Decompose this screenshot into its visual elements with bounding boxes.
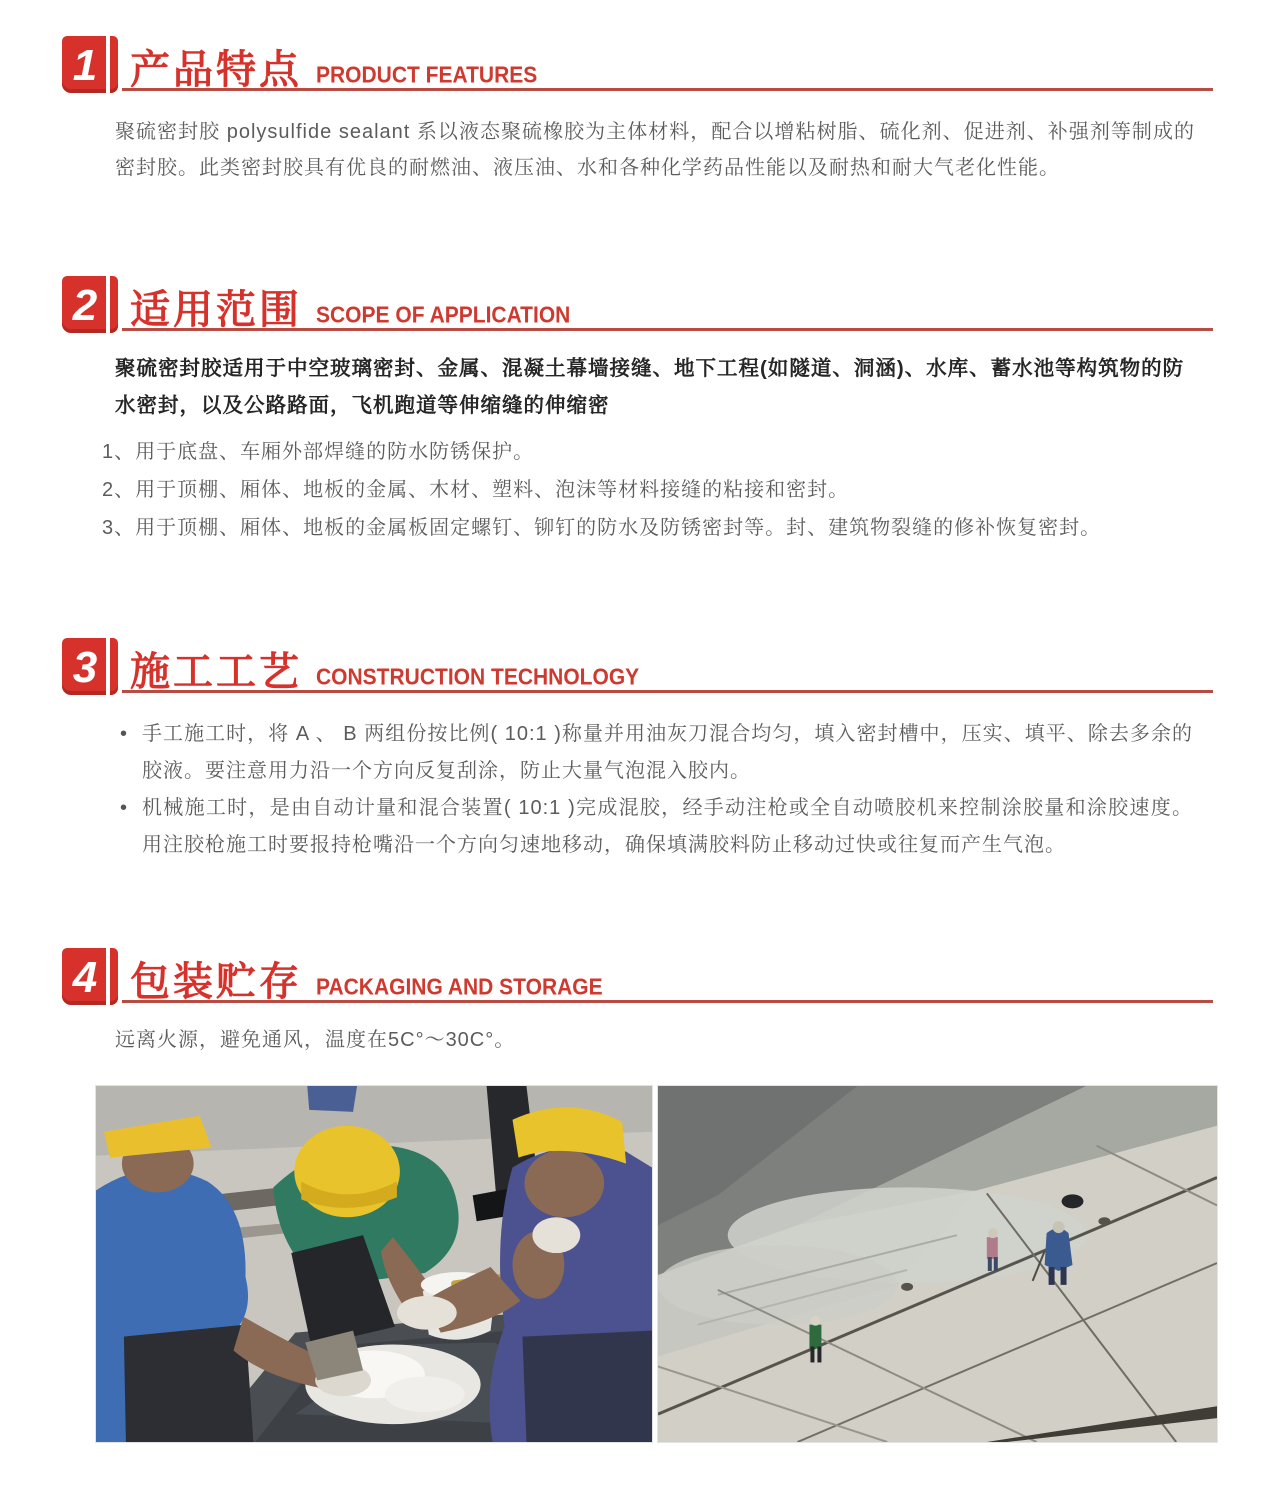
section-number-badge: [62, 638, 118, 695]
section-title-cn: 包装贮存: [130, 960, 302, 1004]
section-header: [62, 638, 1215, 696]
construction-bullet-list: [118, 716, 1193, 864]
section-product-features: [62, 36, 1215, 186]
section-number: 3: [72, 642, 98, 692]
photo-workers-applying-sealant: [95, 1085, 653, 1443]
list-item: 2、用于顶棚、厢体、地板的金属、木材、塑料、泡沫等材料接缝的粘接和密封。: [102, 479, 850, 501]
photo-row: [95, 1085, 1218, 1443]
bullet-item: • 机械施工时，是由自动计量和混合装置( 10:1 )完成混胶，经手动注枪或全自动喷胶机来控制涂胶量和涂胶速度。用注胶枪施工时要报持枪嘴沿一个方向匀速地移动，确保填满胶料防止移动过快或往复而产生气泡。: [118, 790, 1193, 864]
list-item: 3、用于顶棚、厢体、地板的金属板固定螺钉、铆钉的防水及防锈密封等。封、建筑物裂缝的修补恢复密封。: [102, 517, 1102, 539]
section-number: 2: [72, 280, 98, 330]
section-number-badge: [62, 948, 118, 1005]
section-paragraph: 远离火源，避免通风，温度在5C°～30C°。: [115, 1029, 516, 1051]
section-number-badge: [62, 36, 118, 93]
section-title-cn: 产品特点: [130, 48, 302, 92]
header-titles: [130, 50, 537, 90]
application-list: [102, 434, 1192, 546]
section-title-en: CONSTRUCTION TECHNOLOGY: [316, 665, 640, 690]
header-titles: [130, 962, 603, 1002]
section-title-cn: 施工工艺: [130, 650, 302, 694]
section-header: [62, 948, 1215, 1006]
section-title-en: PRODUCT FEATURES: [316, 63, 538, 88]
dam-slope-illustration: [658, 1086, 1217, 1442]
section-title-en: PACKAGING AND STORAGE: [316, 975, 603, 1000]
header-titles: [130, 652, 639, 692]
section-header: [62, 276, 1215, 334]
photo-dam-slope-sealing: [657, 1085, 1218, 1443]
section-packaging-storage: [62, 948, 1215, 1058]
section-header: [62, 36, 1215, 94]
section-paragraph: 聚硫密封胶 polysulfide sealant 系以液态聚硫橡胶为主体材料，配合以增粘树脂、硫化剂、促进剂、补强剂等制成的密封胶。此类密封胶具有优良的耐燃油、液压油、水和各种化学药品性能以及耐热和耐大气老化性能。: [115, 121, 1195, 179]
bullet-item: • 手工施工时，将 A 、 B 两组份按比例( 10:1 )称量并用油灰刀混合均匀，填入密封槽中，压实、填平、除去多余的胶液。要注意用力沿一个方向反复刮涂，防止大量气泡混入胶内。: [118, 716, 1193, 790]
section-title-en: SCOPE OF APPLICATION: [316, 303, 571, 328]
workers-sealant-illustration: [96, 1086, 652, 1442]
list-item: 1、用于底盘、车厢外部焊缝的防水防锈保护。: [102, 441, 535, 463]
section-title-cn: 适用范围: [130, 288, 302, 332]
section-scope-of-application: [62, 276, 1215, 546]
section-number-badge: [62, 276, 118, 333]
section-construction-technology: [62, 638, 1215, 864]
section-number: 4: [72, 952, 98, 1002]
header-titles: [130, 290, 570, 330]
section-number: 1: [72, 40, 98, 90]
section-lead-paragraph: 聚硫密封胶适用于中空玻璃密封、金属、混凝土幕墙接缝、地下工程(如隧道、洞涵)、水库、蓄水池等构筑物的防水密封，以及公路路面，飞机跑道等伸缩缝的伸缩密: [115, 357, 1185, 417]
